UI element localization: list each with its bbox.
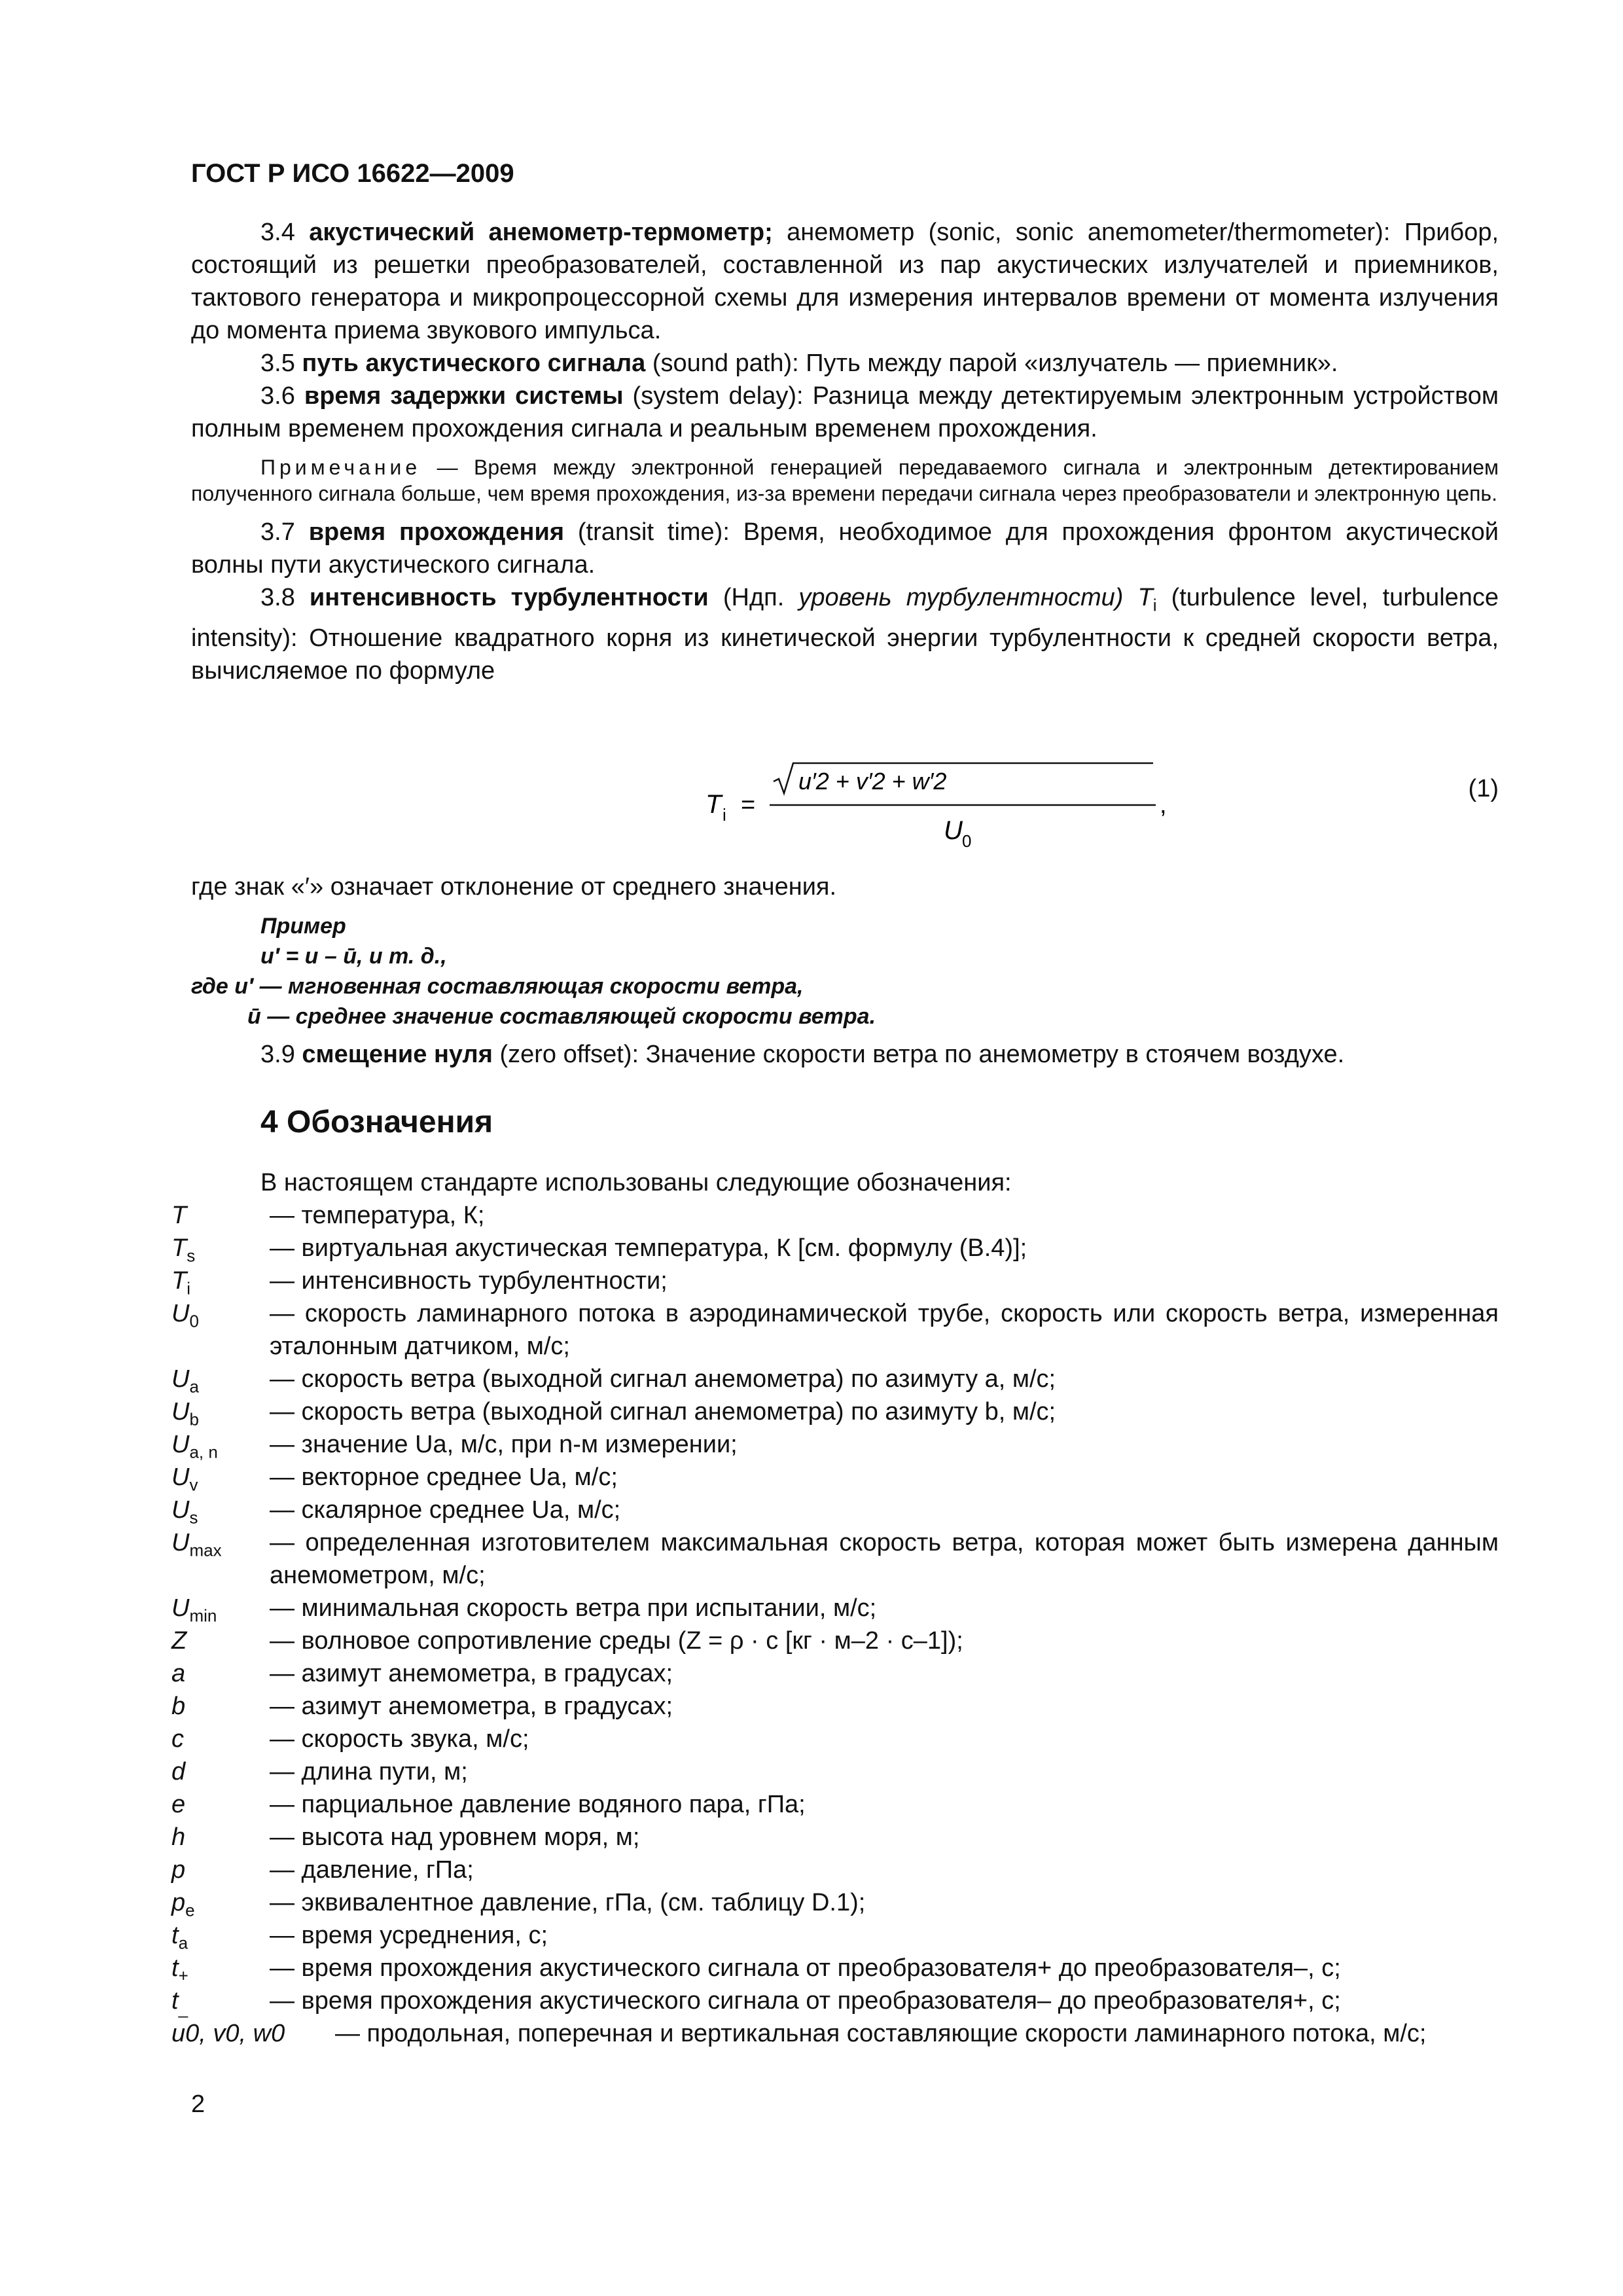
document-header: ГОСТ Р ИСО 16622—2009 — [191, 159, 514, 188]
symbol-subscript: max — [189, 1540, 222, 1560]
symbol: b — [171, 1693, 186, 1720]
symbol: p — [171, 1856, 186, 1884]
symbol-description: — продольная, поперечная и вертикальная составляющие скорости ламинарного потока, м/с; — [335, 2020, 1427, 2047]
def-symbol: $T_i$ — [1137, 584, 1157, 615]
equation-explanation: где знак «′» означает отклонение от среднего значения. — [191, 873, 837, 901]
symbol-row — [171, 1199, 1499, 1232]
symbol: $p_e$ — [171, 1889, 195, 1920]
symbol: $U_{a, n}$ — [171, 1431, 218, 1462]
symbol-row — [171, 1984, 1499, 2017]
symbol-row — [171, 1886, 1499, 1919]
symbols-list — [171, 1199, 1499, 2050]
symbol: T — [171, 1202, 187, 1229]
note — [191, 454, 1499, 507]
page-number: 2 — [191, 2090, 205, 2118]
symbol-description: — скорость ветра (выходной сигнал анемометра) по азимуту a, м/с; — [270, 1365, 1056, 1393]
example-line-3: ū — среднее значение составляющей скорости ветра. — [247, 1004, 876, 1029]
symbol-description: — виртуальная акустическая температура, К [см. формулу (В.4)]; — [270, 1234, 1027, 1262]
symbol-description: — температура, К; — [270, 1202, 485, 1229]
def-term: смещение нуля — [302, 1041, 493, 1068]
symbol: u0, v0, w0 — [171, 2020, 285, 2047]
symbol-subscript: b — [189, 1409, 199, 1429]
symbol: $T_i$ — [171, 1267, 190, 1299]
formula-numerator: u′2 + v′2 + w′2 — [798, 768, 947, 795]
formula — [702, 759, 1173, 857]
def-text: анемометр (sonic, sonic anemometer/thermometer): Прибор, состоящий из решетки преобразователей, составленной из пар акустических излучателей и приемников, тактового генератора и микропроцессорной схемы для измерения интервалов времени от момента излучения до момента приема звукового импульса. — [191, 219, 1499, 344]
formula-comma: , — [1160, 791, 1167, 819]
formula-lhs-sub: i — [722, 805, 726, 825]
symbol-subscript: v — [189, 1475, 198, 1495]
symbol: $U_0$ — [171, 1300, 199, 1331]
symbol-row — [171, 1526, 1499, 1592]
symbol-description: — давление, гПа; — [270, 1856, 474, 1884]
symbol: $U_s$ — [171, 1496, 198, 1528]
def-term: время прохождения — [308, 518, 565, 546]
formula-denominator-sub: 0 — [962, 831, 972, 851]
symbol-row — [171, 1297, 1499, 1363]
def-text: (turbulence level, turbulence intensity): Отношение квадратного корня из кинетической энергии турбулентности к средней скорости ветра, вычисляемое по формуле — [191, 584, 1499, 685]
symbol-subscript: s — [187, 1246, 196, 1266]
def-pre: (Ндп. — [722, 584, 785, 611]
symbol-description: — азимут анемометра, в градусах; — [270, 1693, 673, 1720]
symbol-row — [171, 1461, 1499, 1494]
symbol-row — [171, 2017, 1499, 2050]
symbol-row — [171, 1755, 1499, 1788]
symbol-description: — минимальная скорость ветра при испытании, м/с; — [270, 1594, 877, 1622]
symbol-description: — высота над уровнем моря, м; — [270, 1823, 640, 1851]
formula-lhs: T — [705, 790, 722, 819]
def-number: 3.4 — [260, 219, 295, 246]
symbol-subscript: a, n — [189, 1442, 218, 1462]
symbol-description: — время прохождения акустического сигнала от преобразователя+ до преобразователя–, с; — [270, 1954, 1341, 1982]
symbol-description: — эквивалентное давление, гПа, (см. таблицу D.1); — [270, 1889, 866, 1916]
symbol: Z — [171, 1627, 187, 1655]
example-line-1: u′ = u – ū, и т. д., — [260, 944, 447, 969]
symbol: h — [171, 1823, 186, 1851]
equation-number: (1) — [1468, 775, 1499, 802]
symbol: e — [171, 1791, 186, 1818]
symbol: $U_v$ — [171, 1463, 198, 1495]
symbol-description: — время прохождения акустического сигнала от преобразователя– до преобразователя+, с; — [270, 1987, 1341, 2015]
note-text: — Время между электронной генерацией передаваемого сигнала и электронным детектированием полученного сигнала больше, чем время прохождения, из-за времени передачи сигнала через преобразователи и электронную цепь. — [191, 456, 1499, 505]
def-number: 3.6 — [260, 382, 295, 410]
symbol: d — [171, 1758, 186, 1785]
def-text: (sound path): Путь между парой «излучатель — приемник». — [652, 350, 1338, 377]
symbol-description: — азимут анемометра, в градусах; — [270, 1660, 673, 1687]
symbol: $U_a$ — [171, 1365, 199, 1397]
symbol-description: — скорость звука, м/с; — [270, 1725, 529, 1753]
def-alt: уровень турбулентности) — [798, 584, 1124, 611]
symbol: $t_{\_}$ — [171, 1987, 188, 2018]
def-number: 3.7 — [260, 518, 295, 546]
symbol: $T_s$ — [171, 1234, 196, 1266]
section-title: 4 Обозначения — [260, 1105, 493, 1139]
symbol-row — [171, 1428, 1499, 1461]
symbol-description: — парциальное давление водяного пара, гПа; — [270, 1791, 806, 1818]
symbol-description: — значение Ua, м/с, при n-м измерении; — [270, 1431, 738, 1458]
symbol: $U_{min}$ — [171, 1594, 217, 1626]
symbol: $U_b$ — [171, 1398, 199, 1429]
symbol-row — [171, 1265, 1499, 1297]
symbol-description: — определенная изготовителем максимальная скорость ветра, которая может быть измерена данным анемометром, м/с; — [270, 1529, 1499, 1589]
symbol-row — [171, 1363, 1499, 1395]
symbol-row — [171, 1690, 1499, 1723]
symbol-description: — скалярное среднее Ua, м/с; — [270, 1496, 621, 1524]
equation-1 — [191, 759, 1499, 857]
symbol-subscript: 0 — [189, 1311, 199, 1331]
symbol-subscript: a — [178, 1933, 188, 1953]
def-text: (system delay): Разница между детектируемым электронным устройством полным временем прохождения сигнала и реальным временем прохождения. — [191, 382, 1499, 442]
symbol: $t_a$ — [171, 1922, 188, 1953]
symbol-row — [171, 1624, 1499, 1657]
symbol-row — [171, 1788, 1499, 1821]
def-term: акустический анемометр-термометр; — [309, 219, 773, 246]
formula-denominator: U — [944, 816, 963, 845]
symbol-description: — длина пути, м; — [270, 1758, 468, 1785]
example-title: Пример — [260, 914, 346, 939]
symbol-row — [171, 1494, 1499, 1526]
symbol-subscript: _ — [178, 1998, 188, 2018]
symbol-row — [171, 1821, 1499, 1854]
formula-equals: = — [741, 791, 756, 819]
symbol-row — [171, 1657, 1499, 1690]
symbol-row — [171, 1592, 1499, 1624]
definition-3-4 — [191, 216, 1499, 687]
symbol: $t_+$ — [171, 1954, 188, 1986]
def-term: время задержки системы — [304, 382, 624, 410]
symbol-description: — волновое сопротивление среды (Z = ρ · c [кг · м–2 · с–1]); — [270, 1627, 963, 1655]
def-text: (transit time): Время, необходимое для прохождения фронтом акустической волны пути акустического сигнала. — [191, 518, 1499, 579]
symbol-subscript: min — [189, 1605, 217, 1626]
symbol-subscript: + — [178, 1965, 188, 1986]
def-text: (zero offset): Значение скорости ветра по анемометру в стоячем воздухе. — [499, 1041, 1345, 1068]
symbol-description: — векторное среднее Ua, м/с; — [270, 1463, 618, 1491]
symbol: a — [171, 1660, 186, 1687]
def-term: путь акустического сигнала — [302, 350, 646, 377]
example-line-2: где u′ — мгновенная составляющая скорости ветра, — [191, 974, 804, 999]
symbol-description: — время усреднения, с; — [270, 1922, 548, 1949]
symbol-row — [171, 1395, 1499, 1428]
def-term: интенсивность турбулентности — [309, 584, 709, 611]
symbol-subscript: e — [185, 1900, 195, 1920]
symbol: $U_{max}$ — [171, 1529, 222, 1560]
symbol-row — [171, 1952, 1499, 1984]
symbol-description: — интенсивность турбулентности; — [270, 1267, 668, 1295]
symbol: c — [171, 1725, 184, 1753]
definition-3-9 — [191, 1038, 1499, 1071]
def-number: 3.9 — [260, 1041, 295, 1068]
symbol-description: — скорость ламинарного потока в аэродинамической трубе, скорость или скорость ветра, измеренная эталонным датчиком, м/с; — [270, 1300, 1499, 1360]
symbol-row — [171, 1723, 1499, 1755]
symbol-description: — скорость ветра (выходной сигнал анемометра) по азимуту b, м/с; — [270, 1398, 1056, 1426]
symbol-row — [171, 1854, 1499, 1886]
symbol-subscript: a — [189, 1376, 199, 1397]
def-number: 3.5 — [260, 350, 295, 377]
symbol-subscript: s — [189, 1507, 198, 1528]
symbol-row — [171, 1919, 1499, 1952]
section-intro: В настоящем стандарте использованы следующие обозначения: — [260, 1169, 1012, 1196]
def-number: 3.8 — [260, 584, 295, 611]
note-label: Примечание — [260, 456, 421, 479]
symbol-subscript: i — [187, 1278, 190, 1299]
symbol-row — [171, 1232, 1499, 1265]
